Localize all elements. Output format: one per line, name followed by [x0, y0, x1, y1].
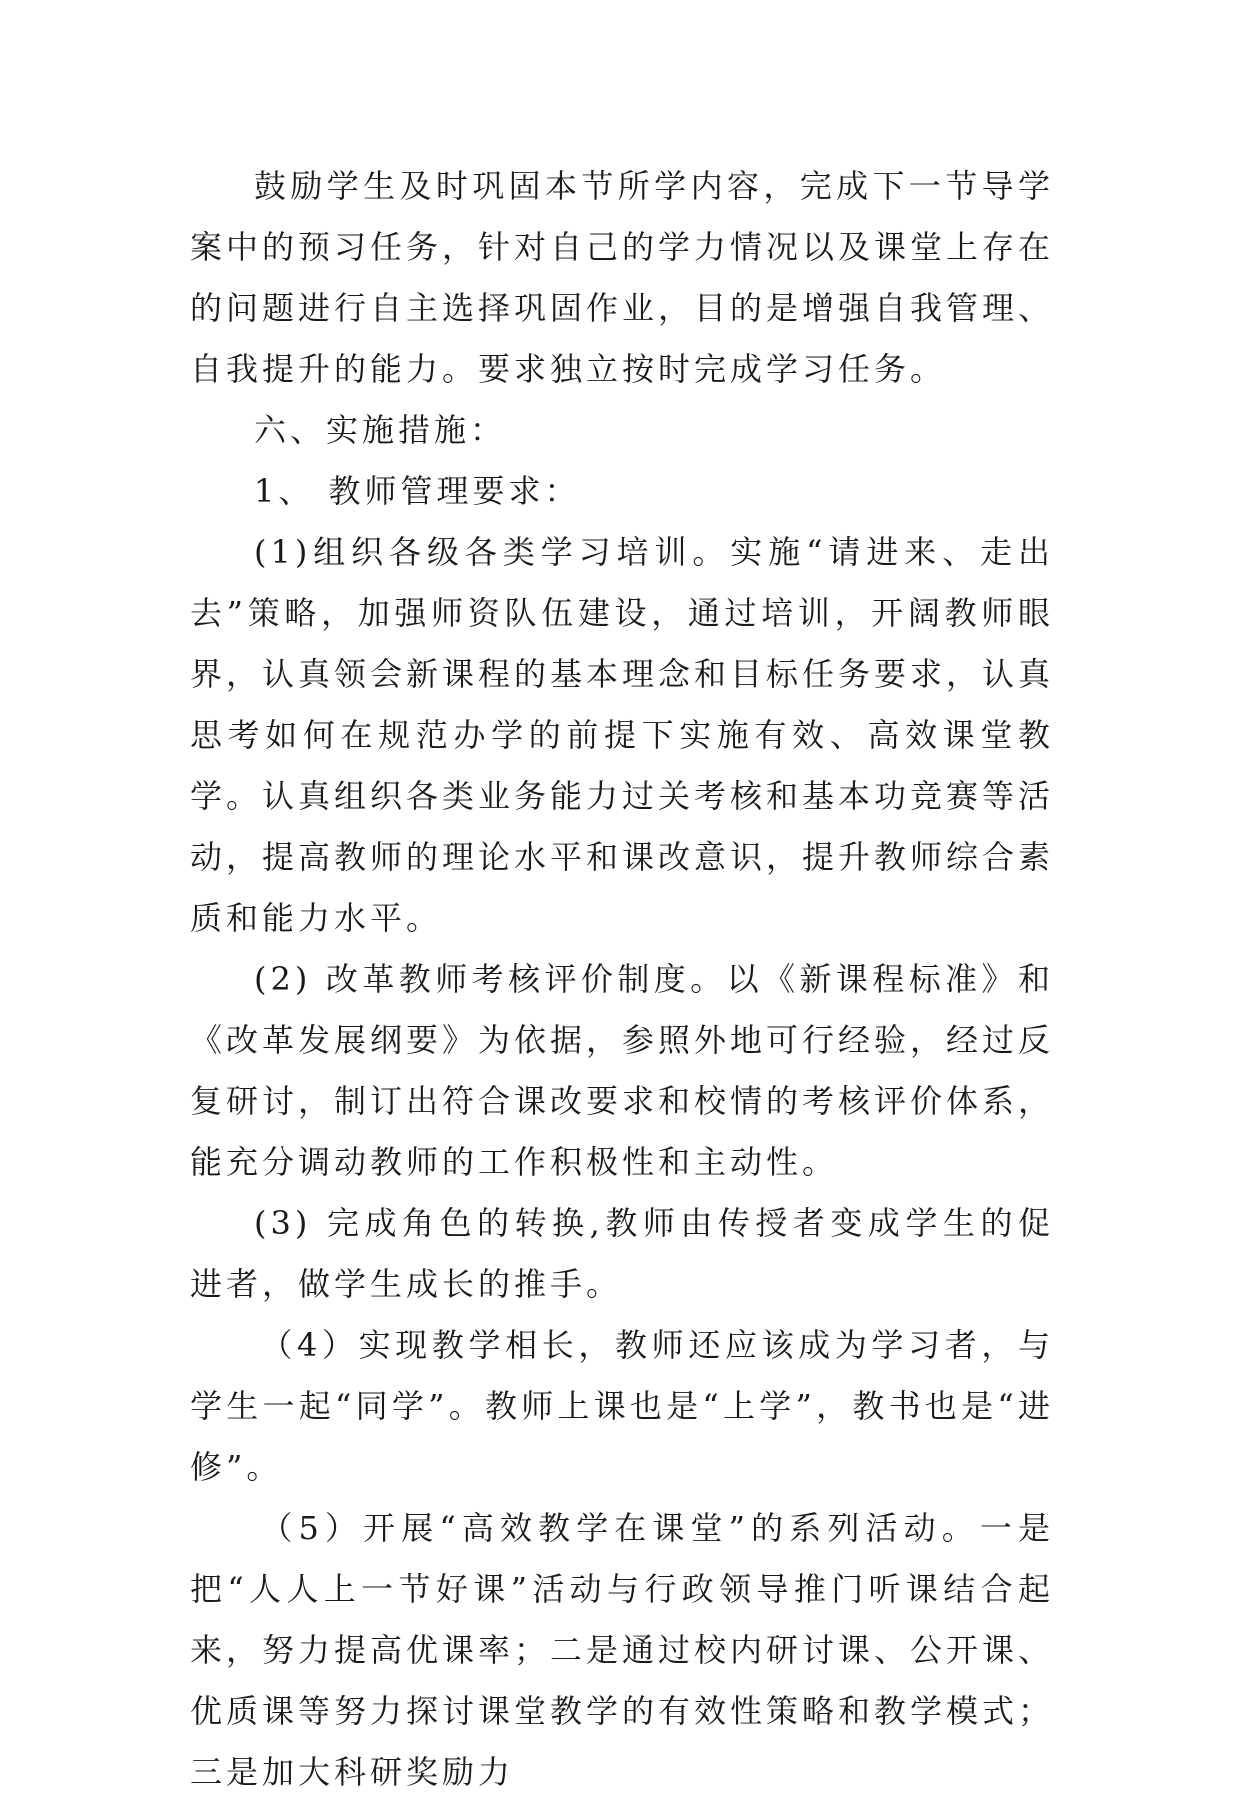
paragraph-homework: 鼓励学生及时巩固本节所学内容，完成下一节导学案中的预习任务，针对自己的学力情况以及课堂上存在的问题进行自主选择巩固作业，目的是增强自我管理、自我提升的能力。要求独立按时完成学习任务。	[190, 167, 1055, 388]
section-heading-measures: 六、实施措施：	[254, 411, 507, 449]
paragraph-item-2: (2) 改革教师考核评价制度。以《新课程标准》和《改革发展纲要》为依据，参照外地可行经验，经过反复研讨，制订出符合课改要求和校情的考核评价体系，能充分调动教师的工作积极性和主动性。	[190, 960, 1055, 1181]
subsection-heading-teacher-requirements: 1、 教师管理要求：	[254, 472, 581, 510]
document-page	[190, 156, 1054, 1803]
paragraph-item-1: (1)组织各级各类学习培训。实施“请进来、走出去”策略，加强师资队伍建设，通过培训，开阔教师眼界，认真领会新课程的基本理念和目标任务要求，认真思考如何在规范办学的前提下实施有效、高效课堂教学。认真组织各类业务能力过关考核和基本功竞赛等活动，提高教师的理论水平和课改意识，提升教师综合素质和能力水平。	[190, 533, 1055, 937]
paragraph-item-4: （4）实现教学相长，教师还应该成为学习者，与学生一起“同学”。教师上课也是“上学”，教书也是“进修”。	[190, 1326, 1054, 1486]
paragraph-item-5: （5）开展“高效教学在课堂”的系列活动。一是把“人人上一节好课”活动与行政领导推门听课结合起来，努力提高优课率；二是通过校内研讨课、公开课、优质课等努力探讨课堂教学的有效性策略和教学模式；三是加大科研奖励力	[190, 1509, 1055, 1791]
paragraph-item-3: (3) 完成角色的转换,教师由传授者变成学生的促进者，做学生成长的推手。	[190, 1204, 1054, 1303]
